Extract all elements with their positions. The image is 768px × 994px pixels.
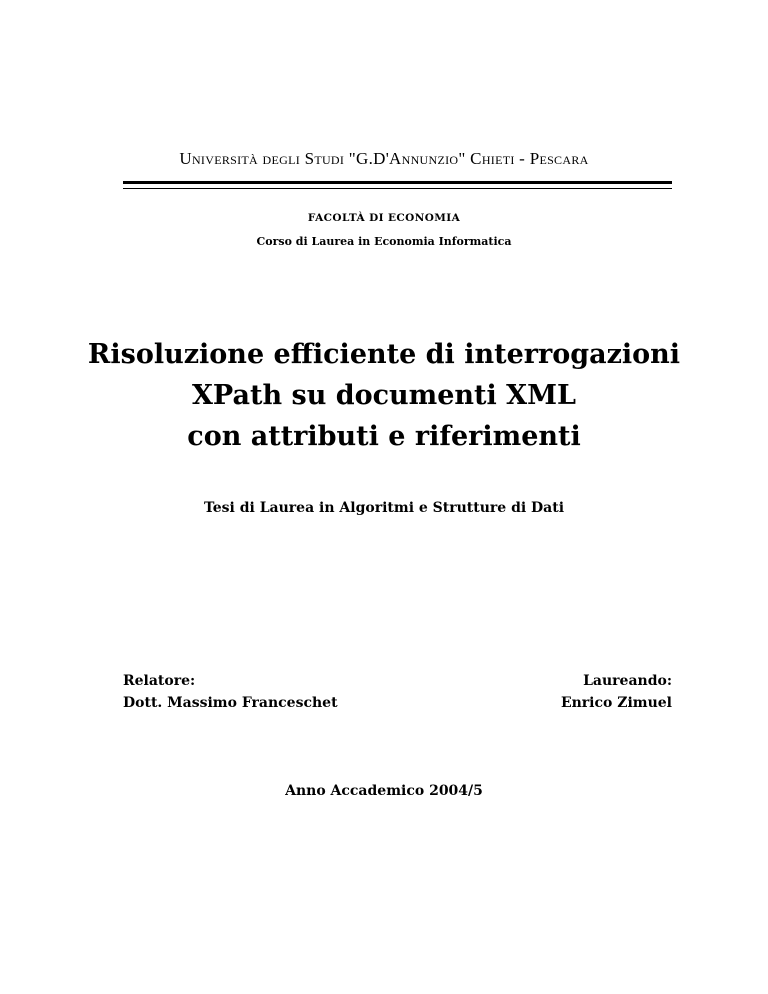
thesis-subtitle: Tesi di Laurea in Algoritmi e Strutture di Dati (203, 500, 565, 516)
faculty-name: FACOLTÀ DI ECONOMIA (307, 212, 461, 224)
academic-year: Anno Accademico 2004/5 (285, 783, 483, 799)
supervisor-label: Relatore: (123, 673, 196, 689)
course-name: Corso di Laurea in Economia Informatica (256, 235, 512, 248)
supervisor-block (123, 670, 338, 714)
candidate-label: Laureando: (583, 673, 672, 689)
header-rule-thin (123, 188, 672, 189)
supervisor-name: Dott. Massimo Franceschet (123, 695, 338, 711)
thesis-title-line-2: XPath su documenti XML (191, 380, 577, 411)
thesis-title-line-3: con attributi e riferimenti (187, 421, 581, 452)
thesis-title (0, 334, 768, 457)
candidate-name: Enrico Zimuel (560, 695, 672, 711)
candidate-block (561, 670, 672, 714)
thesis-title-line-1: Risoluzione efficiente di interrogazioni (87, 339, 681, 370)
header-rule-thick (123, 181, 672, 184)
university-name: Università degli Studi "G.D'Annunzio" Chieti - Pescara (179, 149, 589, 168)
